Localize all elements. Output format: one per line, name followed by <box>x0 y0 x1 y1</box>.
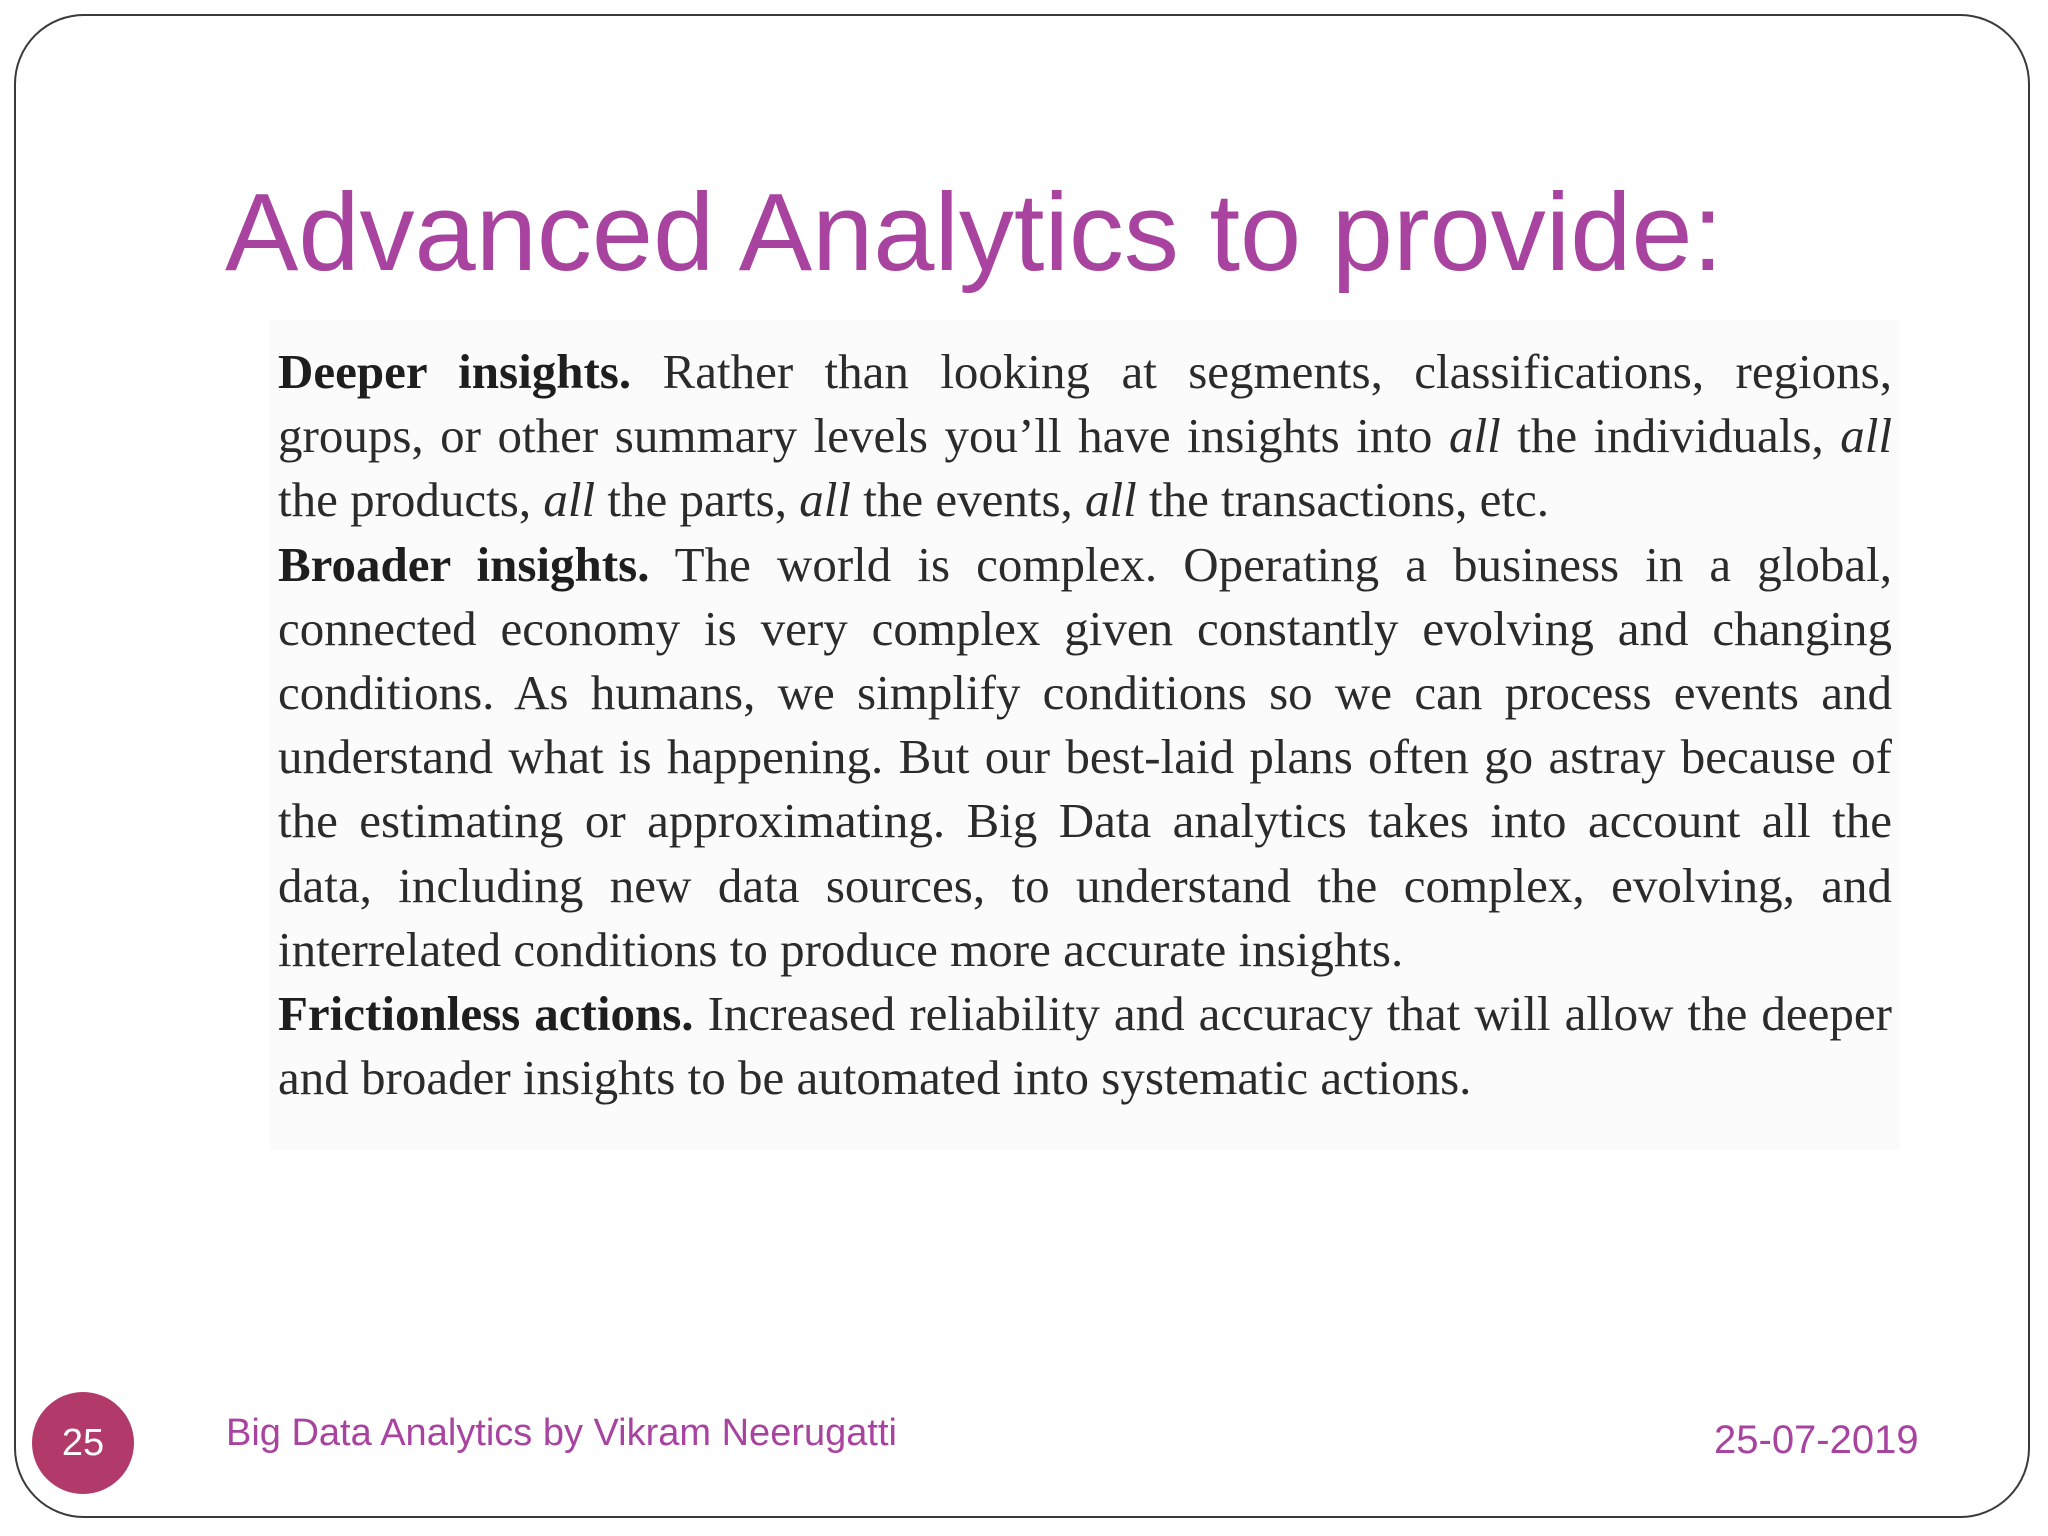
emphasis-all: all <box>1840 408 1892 464</box>
heading-frictionless-actions: Frictionless actions. <box>278 986 694 1042</box>
deeper-text-3: the products, <box>278 472 544 528</box>
paragraph-frictionless-actions <box>278 982 1892 1110</box>
footer-date: 25-07-2019 <box>1714 1418 1919 1462</box>
broader-text: The world is complex. Operating a business in a global, connected economy is very complex given constantly evolving and changing conditions. As humans, we simplify conditions so we can process events and understand what is happening. But our best-laid plans often go astray because of the estimating or approximating. Big Data analytics takes into account all the data, including new data sources, to understand the complex, evolving, and interrelated conditions to produce more accurate insights. <box>278 536 1892 977</box>
heading-deeper-insights: Deeper insights. <box>278 344 632 399</box>
frictionless-text: Increased reliability and accuracy that will allow the deeper and broader insights to be automated into systematic actions. <box>278 986 1892 1106</box>
deeper-text-4: the parts, <box>595 472 800 528</box>
slide-title: Advanced Analytics to provide: <box>225 171 1724 294</box>
deeper-text-6: the transactions, etc. <box>1136 472 1550 528</box>
emphasis-all: all <box>1085 472 1137 528</box>
deeper-text-2: the individuals, <box>1500 408 1841 464</box>
deeper-text-5: the events, <box>850 472 1086 528</box>
heading-broader-insights: Broader insights. <box>278 536 650 592</box>
emphasis-all: all <box>799 472 851 528</box>
paragraph-broader-insights <box>278 533 1892 982</box>
slide-number-badge: 25 <box>32 1392 134 1494</box>
emphasis-all: all <box>543 472 596 528</box>
book-excerpt <box>270 320 1900 1150</box>
paragraph-deeper-insights <box>278 340 1892 533</box>
emphasis-all: all <box>1448 408 1501 464</box>
footer-author: Big Data Analytics by Vikram Neerugatti <box>226 1412 897 1454</box>
deeper-text-1: Rather than looking at segments, classifications, regions, groups, or other summary levels you’ll have insights into <box>278 344 1893 464</box>
